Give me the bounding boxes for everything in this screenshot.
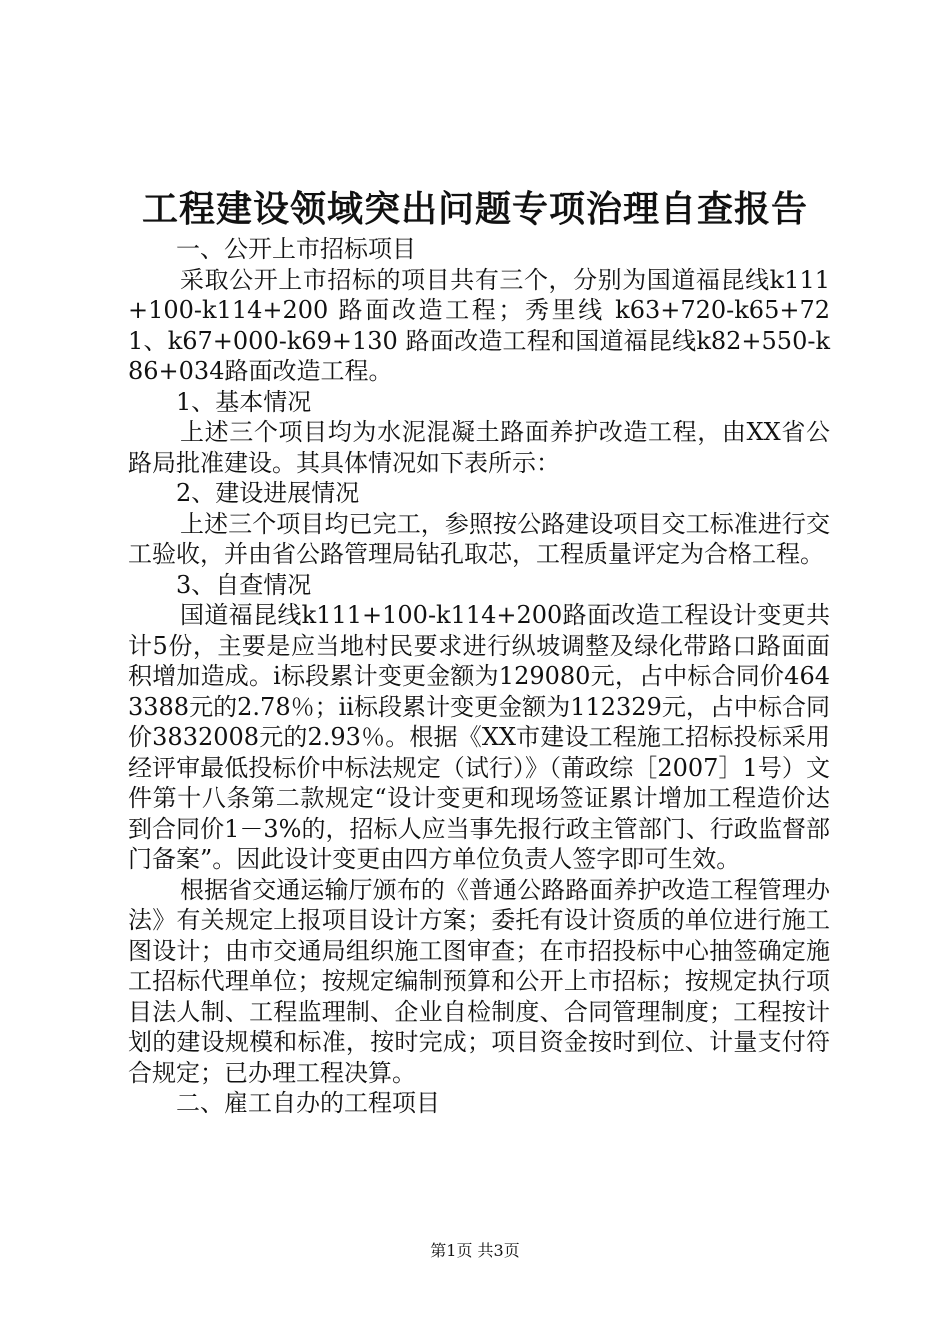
- section-heading-self-employed: 二、雇工自办的工程项目: [176, 1089, 440, 1117]
- subheading-basic-info: 1、基本情况: [176, 387, 312, 416]
- paragraph-regulations: 根据省交通运输厅颁布的《普通公路路面养护改造工程管理办法》有关规定上报项目设计方案；委托有设计资质的单位进行施工图设计；由市交通局组织施工图审查；在市招投标中心抽签确定施工招标代理单位；按规定编制预算和公开上市招标；按规定执行项目法人制、工程监理制、企业自检制度、合同管理制度；工程按计划的建设规模和标准，按时完成；项目资金按时到位、计量支付符合规定；已办理工程决算。: [128, 875, 830, 1087]
- document-body: [128, 234, 830, 1119]
- section-heading-public-tender: 一、公开上市招标项目: [176, 235, 416, 263]
- paragraph-tender-projects: 采取公开上市招标的项目共有三个，分别为国道福昆线k111+100-k114+200 路面改造工程；秀里线 k63+720-k65+721、k67+000-k69+130 路面改造工程和国道福昆线k82+550-k86+034路面改造工程。: [128, 265, 830, 385]
- subheading-self-check: 3、自查情况: [176, 570, 312, 599]
- paragraph-design-change: 国道福昆线k111+100-k114+200路面改造工程设计变更共计5份，主要是应当地村民要求进行纵坡调整及绿化带路口路面面积增加造成。i标段累计变更金额为129080元，占中标合同价4643388元的2.78％；ii标段累计变更金额为112329元，占中标合同价3832008元的2.93％。根据《XX市建设工程施工招标投标采用经评审最低投标价中标法规定（试行）》（莆政综［2007］1号）文件第十八条第二款规定“设计变更和现场签证累计增加工程造价达到合同价1－3%的，招标人应当事先报行政主管部门、行政监督部门备案”。因此设计变更由四方单位负责人签字即可生效。: [128, 601, 830, 873]
- document-title: 工程建设领域突出问题专项治理自查报告: [141, 188, 808, 230]
- paragraph-basic-info: 上述三个项目均为水泥混凝土路面养护改造工程，由XX省公路局批准建设。其具体情况如下表所示：: [128, 418, 830, 477]
- paragraph-progress: 上述三个项目均已完工，参照按公路建设项目交工标准进行交工验收，并由省公路管理局钻孔取芯，工程质量评定为合格工程。: [128, 509, 830, 568]
- page-number-footer: 第1页 共3页: [430, 1241, 520, 1260]
- subheading-progress: 2、建设进展情况: [176, 479, 360, 507]
